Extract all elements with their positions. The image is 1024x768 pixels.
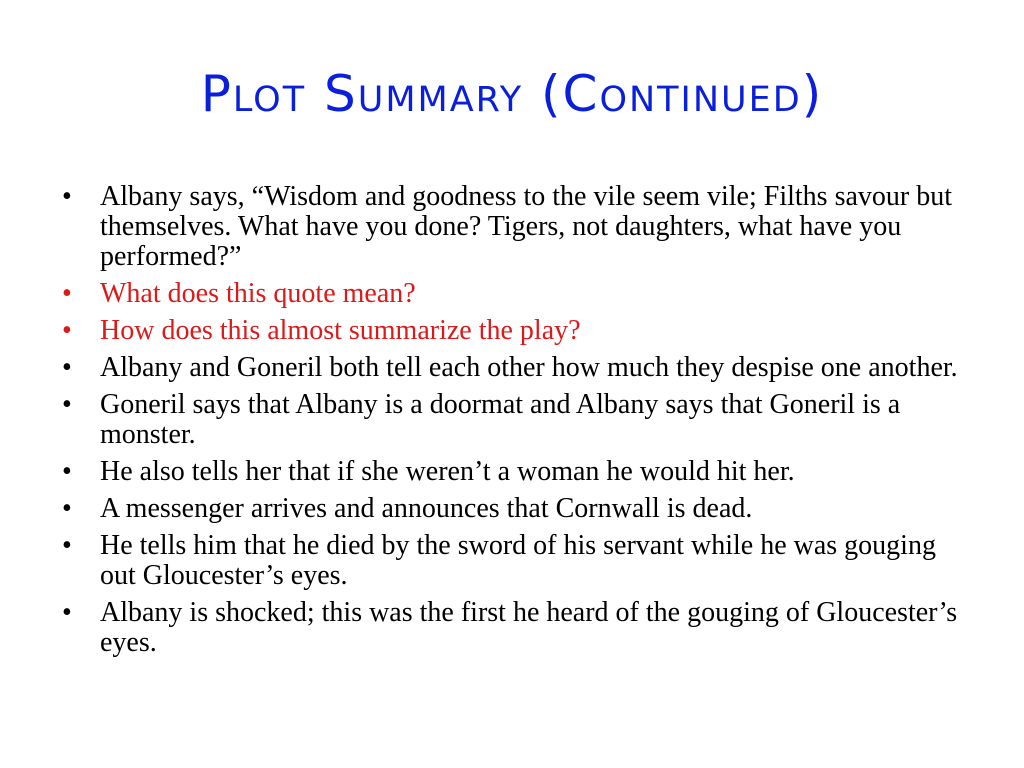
- bullet-icon: •: [62, 597, 72, 628]
- bullet-item-messenger: [62, 494, 962, 524]
- bullet-icon: •: [62, 315, 72, 346]
- bullet-text: Goneril says that Albany is a doormat and Albany says that Goneril is a monster.: [100, 389, 901, 450]
- bullet-text: He also tells her that if she weren’t a woman he would hit her.: [100, 456, 795, 487]
- bullet-icon: •: [62, 456, 72, 487]
- bullet-text: Albany is shocked; this was the first he heard of the gouging of Gloucester’s eyes.: [100, 597, 958, 658]
- bullet-item-question-summary: [62, 316, 962, 346]
- bullet-icon: •: [62, 278, 72, 309]
- bullet-text: What does this quote mean?: [100, 278, 416, 309]
- slide-title: Plot Summary (Continued): [200, 65, 824, 123]
- bullet-icon: •: [62, 352, 72, 383]
- bullet-item-albany-quote: [62, 182, 962, 272]
- bullet-text: He tells him that he died by the sword of his servant while he was gouging out Gloucester’s eyes.: [100, 530, 936, 591]
- bullet-text: How does this almost summarize the play?: [100, 315, 581, 346]
- bullet-icon: •: [62, 389, 72, 420]
- bullet-icon: •: [62, 493, 72, 524]
- bullet-text: A messenger arrives and announces that Cornwall is dead.: [100, 493, 753, 524]
- bullet-item-sword: [62, 531, 962, 591]
- bullet-item-shocked: [62, 598, 962, 658]
- bullet-item-doormat: [62, 390, 962, 450]
- bullet-item-question-meaning: [62, 279, 962, 309]
- bullet-text: Albany says, “Wisdom and goodness to the vile seem vile; Filths savour but themselves. What have you done? Tigers, not daughters, what have you performed?”: [100, 181, 952, 272]
- bullet-item-hit-her: [62, 457, 962, 487]
- bullet-item-despise: [62, 353, 962, 383]
- bullet-icon: •: [62, 181, 72, 212]
- bullet-text: Albany and Goneril both tell each other how much they despise one another.: [100, 352, 958, 383]
- bullet-list: [62, 182, 962, 665]
- bullet-icon: •: [62, 530, 72, 561]
